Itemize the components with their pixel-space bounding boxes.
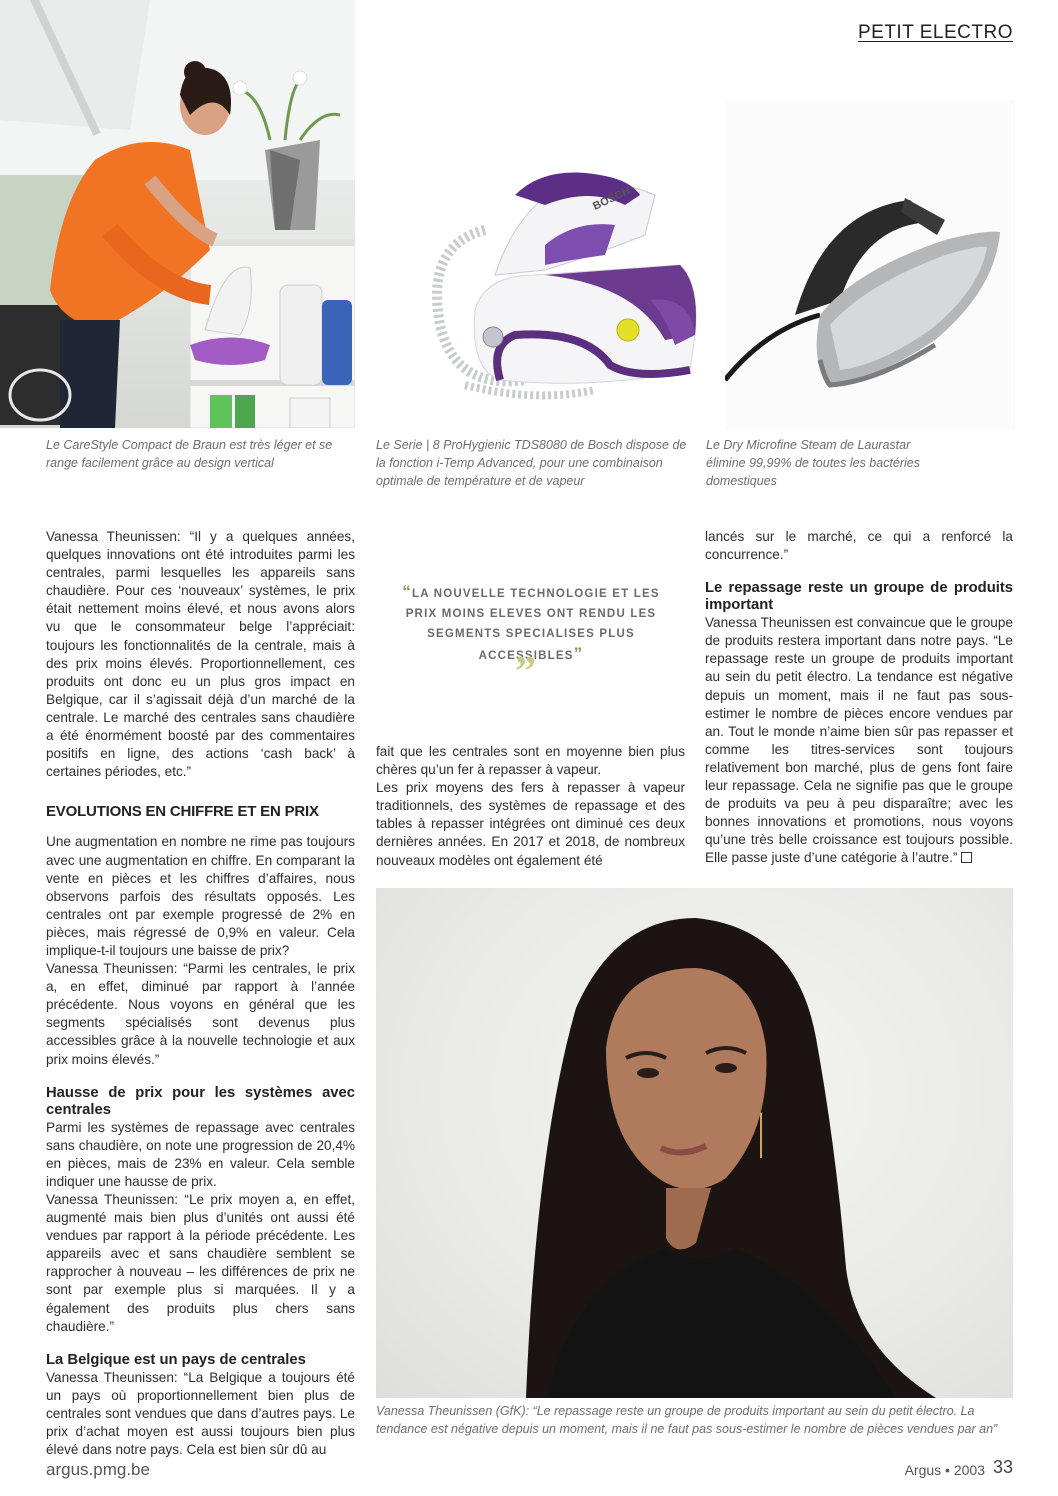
quote-mark-icon: ”: [515, 649, 536, 695]
portrait-caption: Vanessa Theunissen (GfK): “Le repassage reste un groupe de produits important au sein du petit électro. La tendance est négative depuis un moment, mais il ne faut pas sous-estimer le nombre de pièces vendues par an”: [376, 1404, 998, 1436]
footer-issue: Argus • 2003: [904, 1462, 985, 1478]
paragraph: Les prix moyens des fers à repasser à vapeur traditionnels, des systèmes de repassage et des tables à repasser intégrées ont diminué ces deux dernières années. En 2017 et 2018, de nombreux nouveaux modèles ont également été: [376, 780, 685, 868]
quote-close: ”: [573, 644, 584, 663]
article-column-1: [46, 528, 355, 1459]
braun-caption: Le CareStyle Compact de Braun est très léger et se range facilement grâce au design vertical: [46, 438, 333, 470]
paragraph: Vanessa Theunissen: “Le prix moyen a, en effet, augmenté mais bien plus d’unités ont aussi été vendues par rapport à la période précédente. Les appareils avec et sans chaudière semblent se rapprocher à nouveau – les différences de prix ne sont par exemple plus si marquées. Il y a également des produits plus chers sans chaudière.”: [46, 1192, 355, 1334]
paragraph: Vanessa Theunissen: “Il y a quelques années, quelques innovations ont été introduites parmi les centrales, parmi lesquelles les appareils sans chaudière. Pour ces ‘nouveaux’ systèmes, le prix était nettement moins élevé, et nous avons alors vu que le consommateur belge l’appréciait: toujours les fonctionnalités de la centrale, mais à des prix moins élevés. Proportionnellement, ces produits ont donc eu un plus gros impact en Belgique, car il s’agissait déjà d’un marché de la centrale. Le marché des centrales sans chaudière a été énormément boosté par des commentaires positifs en ligne, des actions ‘cash back’ à certaines périodes, etc.”: [46, 529, 355, 780]
footer-website: argus.pmg.be: [46, 1460, 150, 1479]
paragraph: lancés sur le marché, ce qui a renforcé la concurrence.”: [705, 529, 1013, 563]
braun-lifestyle-photo: [0, 0, 355, 428]
heading-evolutions: EVOLUTIONS EN CHIFFRE ET EN PRIX: [46, 803, 319, 821]
bosch-steam-station-photo: [395, 135, 713, 407]
pull-quote-text: LA NOUVELLE TECHNOLOGIE ET LES PRIX MOINS ELEVES ONT RENDU LES SEGMENTS SPECIALISES PLUS ACCESSIBLES: [405, 588, 660, 662]
heading-repassage: Le repassage reste un groupe de produits important: [705, 580, 1013, 614]
article-column-2: [376, 743, 685, 870]
bosch-logo: BOSCH: [591, 185, 633, 213]
section-label: PETIT ELECTRO: [857, 22, 1013, 43]
paragraph: Une augmentation en nombre ne rime pas toujours avec une augmentation en chiffre. En comparant la vente en pièces et les chiffres d’affaires, nous observons parfois des résultats opposés. Les centrales ont par exemple progressé de 2% en pièces, mais régressé de 0,9% en valeur. Cela implique-t-il toujours une baisse de prix?: [46, 834, 355, 958]
paragraph: Parmi les systèmes de repassage avec centrales sans chaudière, on note une progression de 20,4% en pièces, mais de 23% en valeur. Cela semble indiquer une hausse de prix.: [46, 1119, 355, 1189]
paragraph: Vanessa Theunissen: “Parmi les centrales, le prix a, en effet, diminué par rapport à l’année précédente. Nous voyons en général que les segments spécialisés sont devenus plus accessibles grâce à la nouvelle technologie et aux prix moins élevés.”: [46, 961, 355, 1067]
paragraph: Vanessa Theunissen: “La Belgique a toujours été un pays où proportionnellement bien plus de centrales sont vendues que dans d’autres pays. Le prix d’achat moyen est aussi toujours bien plus élevé dans notre pays. Cela est bien sûr dû au: [46, 1369, 355, 1458]
quote-open: “: [402, 582, 412, 601]
paragraph: [705, 614, 1013, 867]
paragraph-text: Vanessa Theunissen est convaincue que le groupe de produits restera important dans notre pays. “Le repassage reste un groupe de produits important au sein du petit électro. La tendance est négative depuis un moment, mais il ne faut pas sous-estimer le nombre de pièces encore vendues par an. Tout le monde n’aime bien sûr pas repasser et comme les titres-services sont toujours relativement bon marché, plus de gens font faire leur repassage. Cela ne signifie pas que le groupe de produits va peu à peu disparaître; avec les bonnes innovations et promotions, nous voyons qu’une très belle croissance est toujours possible. Elle passe juste d’une catégorie à l’autre.”: [705, 615, 1013, 866]
bosch-caption: Le Serie | 8 ProHygienic TDS8080 de Bosch dispose de la fonction i-Temp Advanced, pour une combinaison optimale de température et de vapeur: [376, 438, 687, 488]
heading-belgique: La Belgique est un pays de centrales: [46, 1351, 306, 1368]
paragraph: fait que les centrales sont en moyenne bien plus chères qu’un fer à repasser à vapeur.: [376, 744, 685, 778]
article-column-3: [705, 528, 1013, 868]
page-number: 33: [992, 1457, 1013, 1477]
laurastar-iron-photo: [725, 100, 1015, 430]
end-mark-icon: [961, 852, 972, 863]
heading-hausse-de-prix: Hausse de prix pour les systèmes avec centrales: [46, 1084, 355, 1118]
portrait-photo: [376, 888, 1013, 1398]
laurastar-caption: Le Dry Microfine Steam de Laurastar élimine 99,99% de toutes les bactéries domestiques: [706, 438, 921, 488]
